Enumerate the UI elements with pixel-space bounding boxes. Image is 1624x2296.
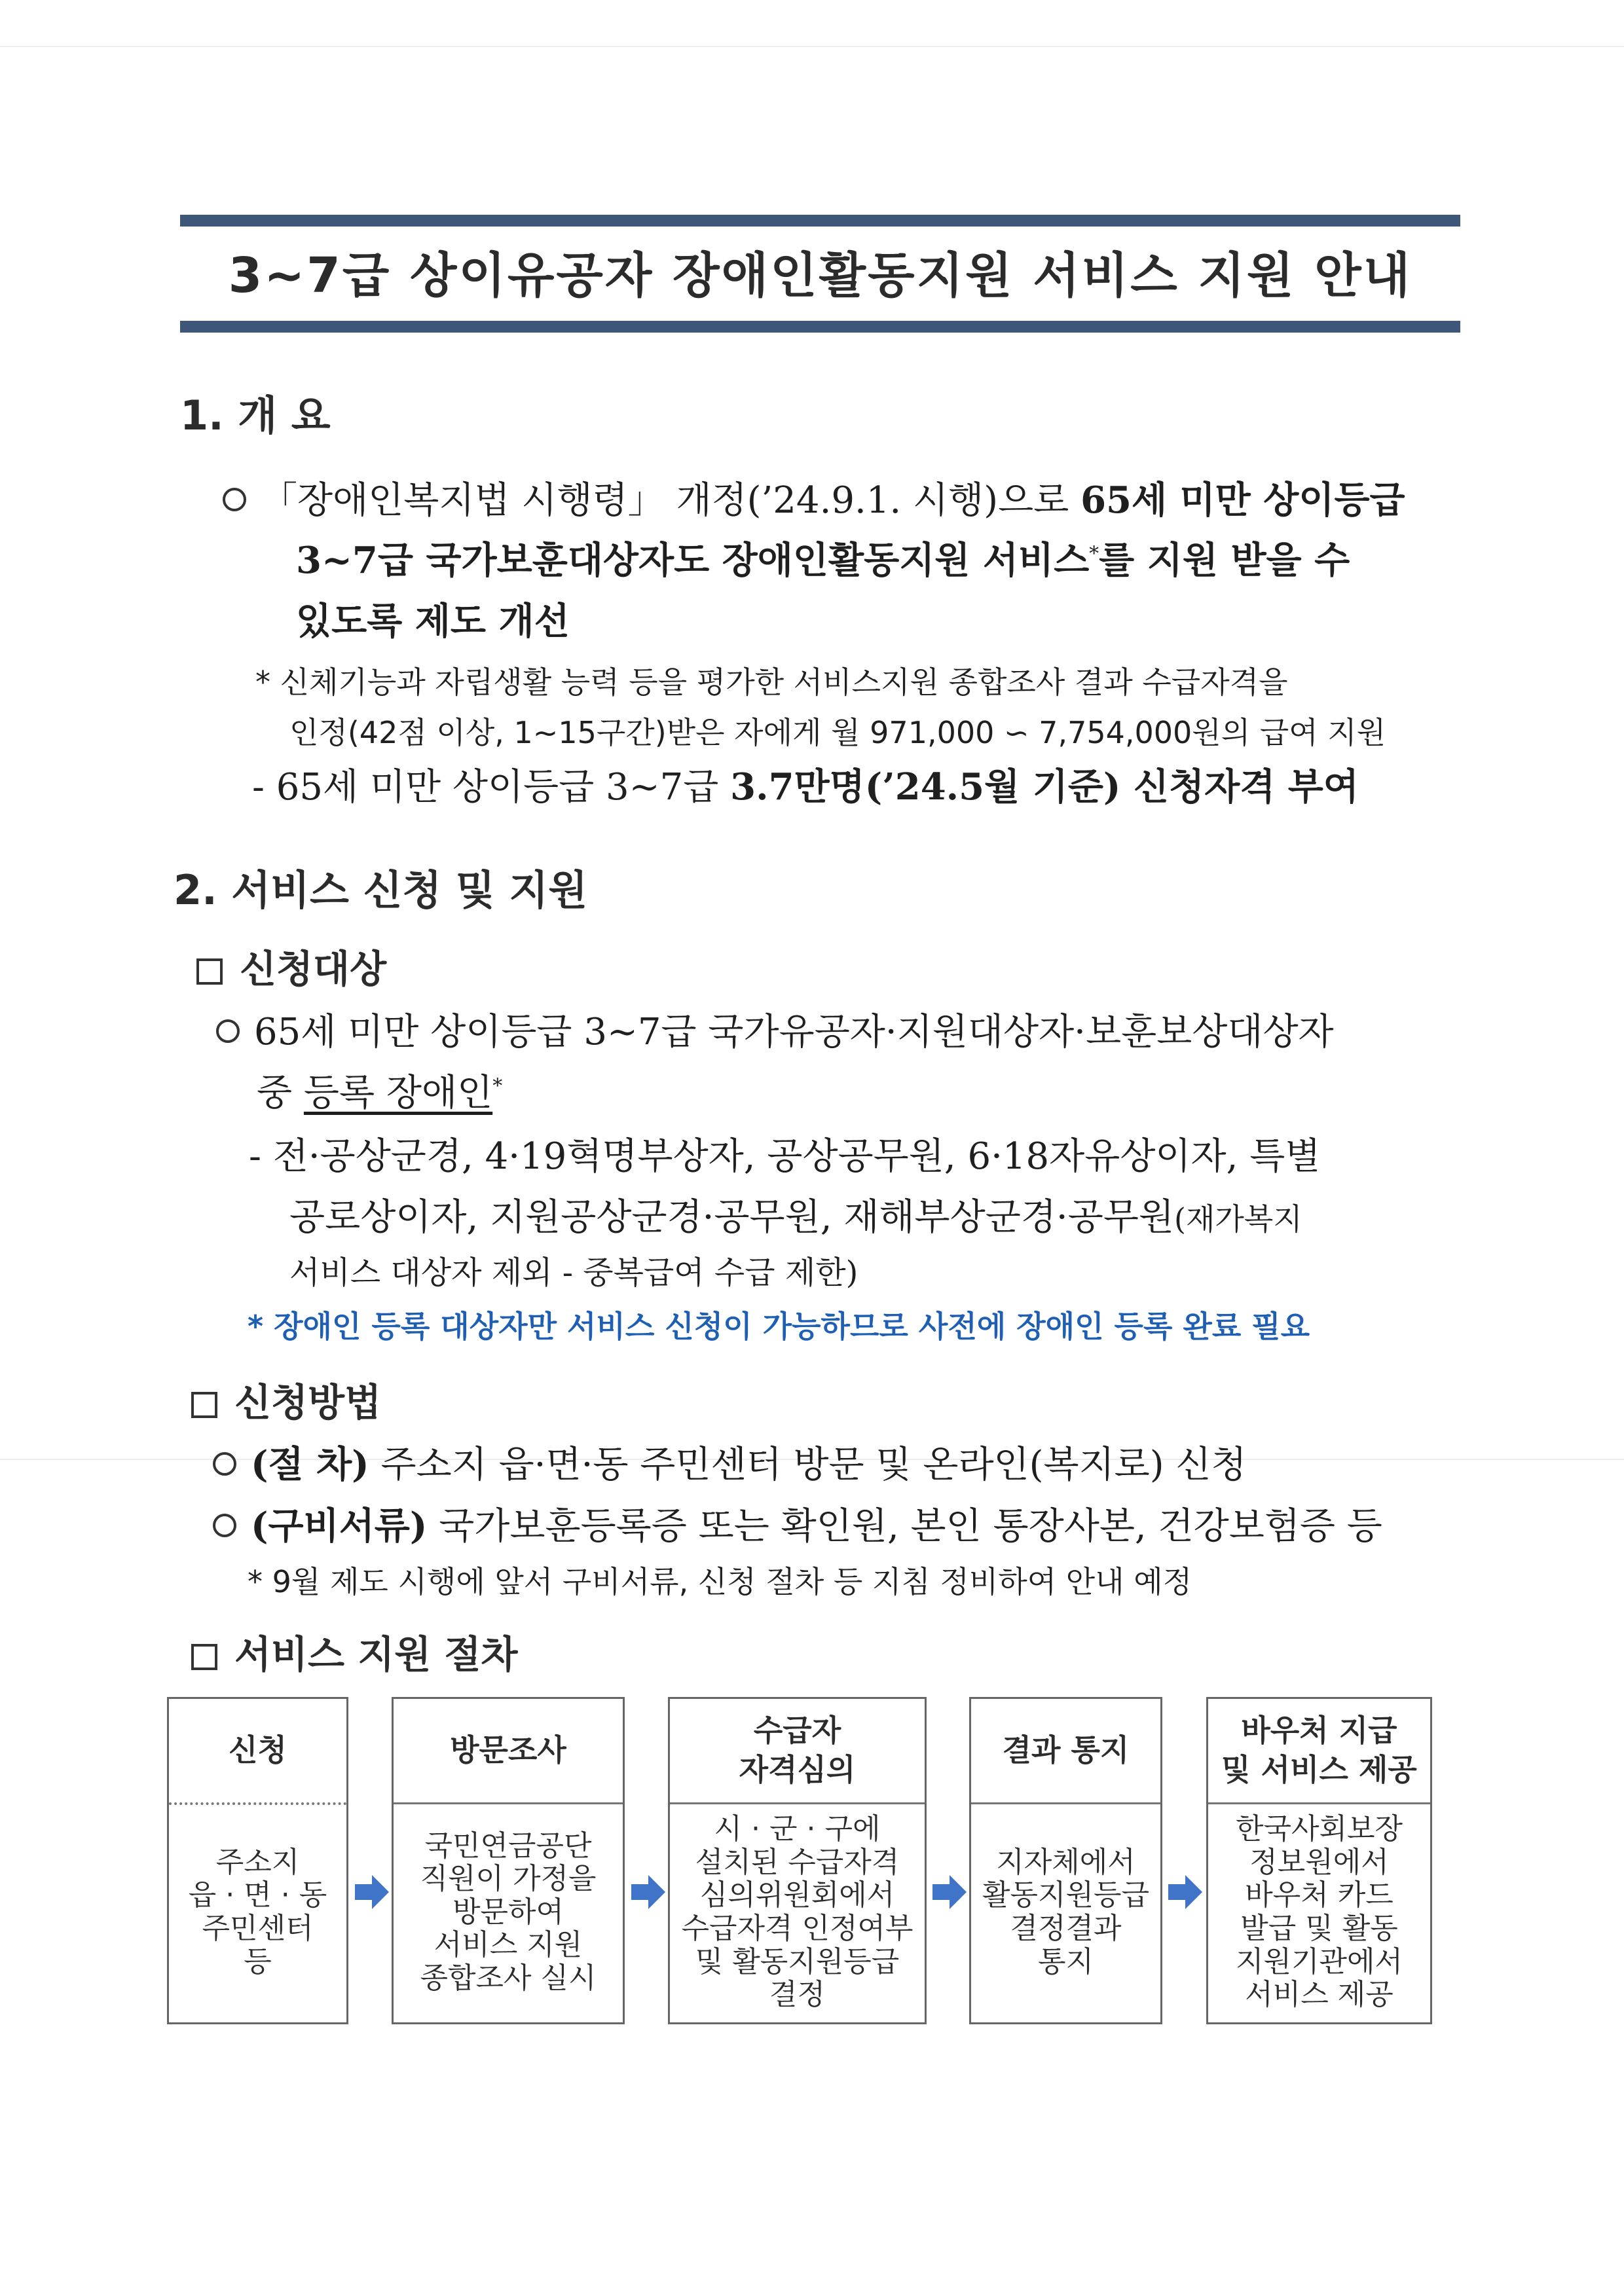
method-bullet2: (구비서류) 국가보훈등록증 또는 확인원, 본인 통장사본, 건강보험증 등	[213, 1497, 1382, 1550]
flow-step-body: 한국사회보장 정보원에서 바우처 카드 발급 및 활동 지원기관에서 서비스 제공	[1235, 1812, 1403, 2012]
flow-step-apply	[167, 1697, 348, 2024]
target-bullet-line1: 65세 미만 상이등급 3~7급 국가유공자·지원대상자·보훈보상대상자	[216, 1003, 1334, 1055]
target-dash-line3: 서비스 대상자 제외 - 중복급여 수급 제한)	[289, 1254, 858, 1291]
section1-note-line2: 인정(42점 이상, 1~15구간)받은 자에게 월 971,000 ∽ 7,754,000원의 급여 지원	[289, 715, 1386, 750]
right-arrow-icon	[931, 1874, 968, 1910]
square-bullet-icon	[191, 1392, 217, 1418]
method-bullet1: (절 차) 주소지 읍·면·동 주민센터 방문 및 온라인(복지로) 신청	[213, 1436, 1247, 1488]
flow-step-notice	[969, 1697, 1162, 2024]
target-dash-line1: - 전·공상군경, 4·19혁명부상자, 공상공무원, 6·18자유상이자, 특별	[249, 1135, 1321, 1178]
section1-bullet-line3: 있도록 제도 개선	[296, 600, 570, 643]
flow-step-review	[668, 1697, 927, 2024]
flow-step-title: 신청	[169, 1699, 346, 1805]
right-arrow-icon	[1167, 1874, 1204, 1910]
section1-heading: 1. 개 요	[180, 392, 331, 439]
circle-bullet-icon	[213, 1452, 236, 1476]
section1-bullet-line2: 3~7급 국가보훈대상자도 장애인활동지원 서비스*를 지원 받을 수	[296, 539, 1350, 582]
section1-dash-line: - 65세 미만 상이등급 3~7급 3.7만명(’24.5월 기준) 신청자격 부여	[252, 765, 1359, 809]
section1-bullet-line1: 「장애인복지법 시행령」 개정(’24.9.1. 시행)으로 65세 미만 상이등급	[223, 471, 1405, 524]
right-arrow-icon	[354, 1874, 390, 1910]
target-note: * 장애인 등록 대상자만 서비스 신청이 가능하므로 사전에 장애인 등록 완료 필요	[248, 1309, 1310, 1344]
target-heading: 신청대상	[196, 938, 386, 993]
flow-step-title: 결과 통지	[971, 1699, 1160, 1804]
flow-step-title: 방문조사	[394, 1699, 623, 1804]
flow-step-title: 수급자 자격심의	[670, 1699, 925, 1804]
flow-step-body: 지자체에서 활동지원등급 결정결과 통지	[982, 1845, 1150, 1978]
target-bullet-line2: 중 등록 장애인*	[257, 1072, 503, 1114]
title-bar-bottom	[180, 321, 1460, 333]
circle-bullet-icon	[213, 1514, 236, 1537]
flow-step-visit	[392, 1697, 625, 2024]
scan-line	[0, 46, 1624, 47]
procedure-heading: 서비스 지원 절차	[191, 1624, 518, 1679]
flow-step-title: 바우처 지급 및 서비스 제공	[1208, 1699, 1430, 1804]
square-bullet-icon	[196, 958, 223, 985]
right-arrow-icon	[630, 1874, 667, 1910]
flow-step-body: 국민연금공단 직원이 가정을 방문하여 서비스 지원 종합조사 실시	[420, 1829, 597, 1995]
title-bar-top	[180, 215, 1460, 227]
target-dash-line2: 공로상이자, 지원공상군경·공무원, 재해부상군경·공무원(재가복지	[289, 1196, 1302, 1239]
flow-step-body: 주소지 읍 · 면 · 동 주민센터 등	[188, 1845, 327, 1978]
section2-heading: 2. 서비스 신청 및 지원	[174, 866, 588, 914]
circle-bullet-icon	[223, 488, 246, 511]
method-note: * 9월 제도 시행에 앞서 구비서류, 신청 절차 등 지침 정비하여 안내 예정	[248, 1564, 1192, 1599]
method-heading: 신청방법	[191, 1372, 381, 1427]
flow-step-voucher	[1206, 1697, 1432, 2024]
circle-bullet-icon	[216, 1019, 240, 1043]
square-bullet-icon	[191, 1644, 217, 1670]
flow-step-body: 시 · 군 · 구에 설치된 수급자격 심의위원회에서 수급자격 인정여부 및 활동지원등급 결정	[681, 1812, 913, 2012]
document-title: 3~7급 상이유공자 장애인활동지원 서비스 지원 안내	[228, 247, 1412, 304]
section1-note-line1: * 신체기능과 자립생활 능력 등을 평가한 서비스지원 종합조사 결과 수급자격을	[255, 665, 1288, 700]
